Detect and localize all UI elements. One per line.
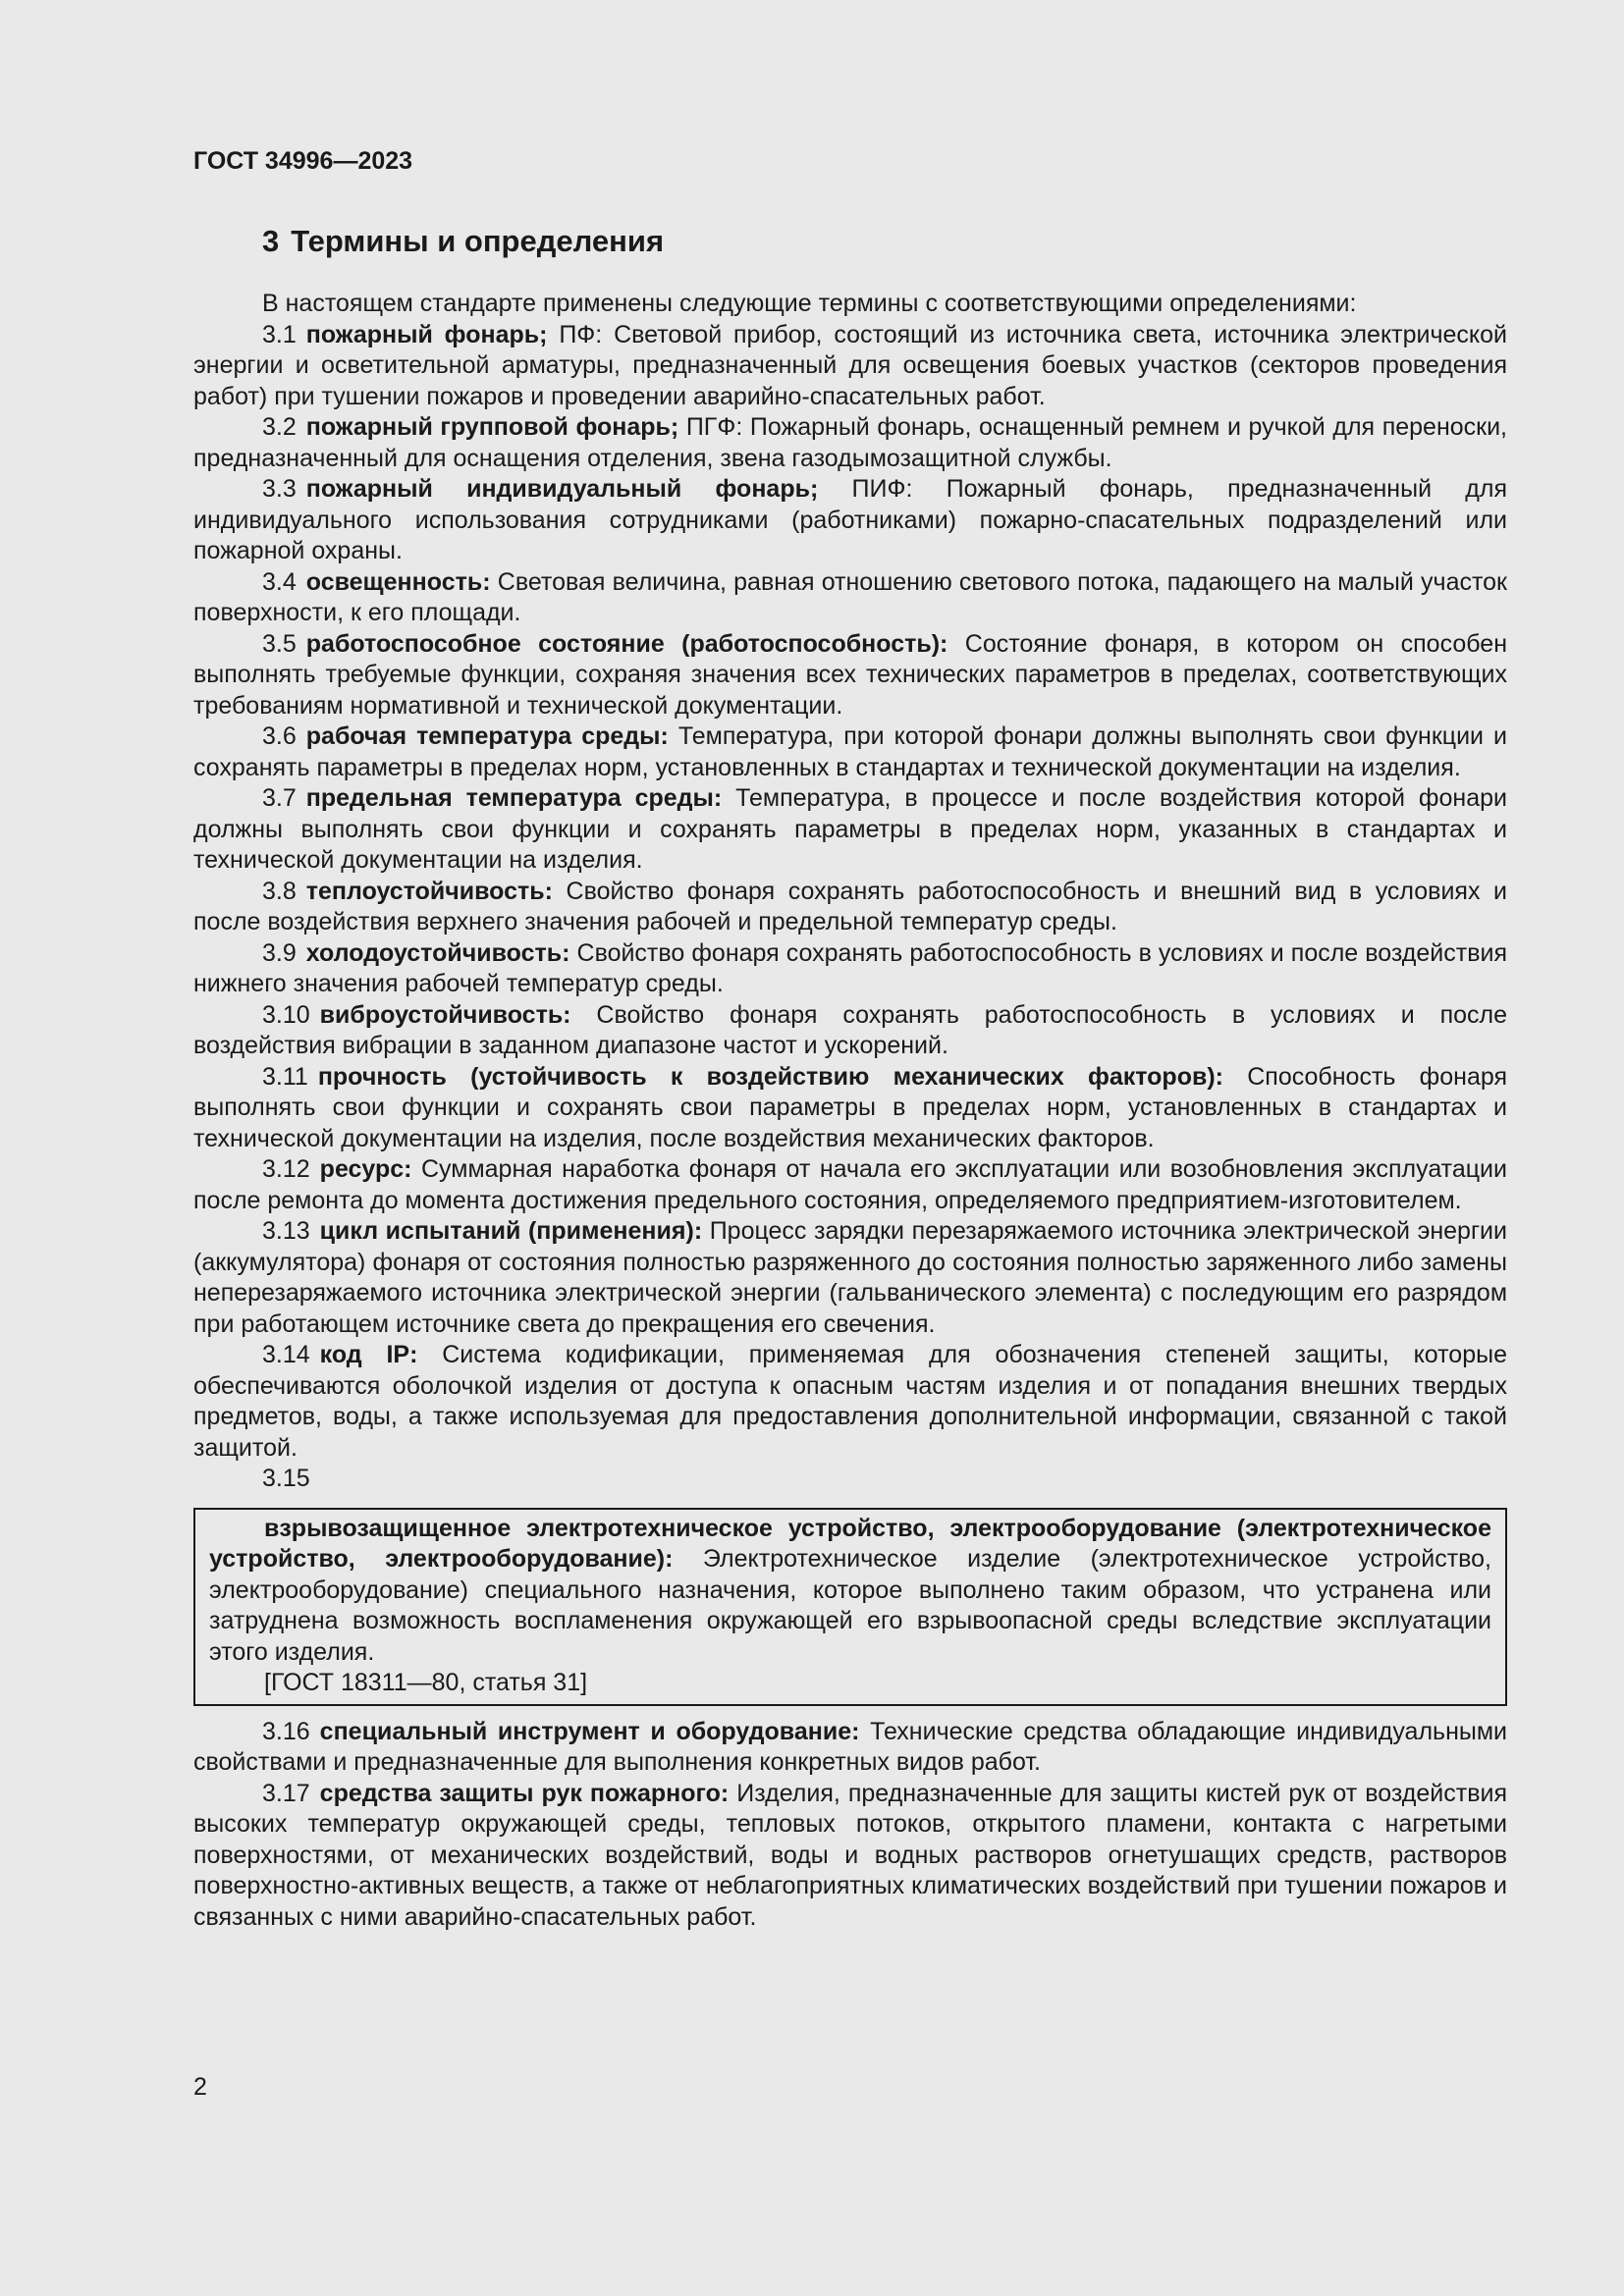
term-text: Состояние фонаря, в котором он способен выполнять требуемые функции, сохраняя значения всех технических параметров в пределах, соответствующих требованиям нормативной и технической документации. — [193, 629, 1507, 720]
term-text: Изделия, предназначенные для защиты кистей рук от воздействия высоких температур окружающей среды, тепловых потоков, открытого пламени, контакта с нагретыми поверхностями, от механических воздействий, воды и водных растворов огнетушащих средств, растворов поверхностно-активных веществ, а также от неблагоприятных климатических воздействий при тушении пожаров и связанных с ними аварийно-спасательных работ. — [193, 1779, 1507, 1931]
page-number: 2 — [193, 2073, 207, 2101]
terms-list — [193, 320, 1507, 1465]
terms-content — [193, 289, 1507, 1933]
term-number: 3.13 — [262, 1217, 310, 1245]
term-text: Световой прибор, состоящий из источника света, источника электрической энергии и осветительной арматуры, предназначенный для освещения боевых участков (секторов проведения работ) при тушении пожаров и проведении аварийно-спасательных работ. — [193, 320, 1507, 410]
term-definition — [193, 721, 1507, 783]
term-text: Температура, при которой фонари должны выполнять свои функции и сохранять параметры в пределах норм, установленных в стандартах и технической документации на изделия. — [193, 722, 1507, 781]
term-number: 3.14 — [262, 1341, 310, 1368]
term-text: Пожарный фонарь, оснащенный ремнем и ручкой для переноски, предназначенный для оснащения отделения, звена газодымозащитной службы. — [193, 413, 1507, 472]
term-text: Свойство фонаря сохранять работоспособность в условиях и после воздействия нижнего значения рабочей температур среды. — [193, 938, 1507, 997]
document-code: ГОСТ 34996—2023 — [193, 147, 413, 175]
term-number: 3.1 — [262, 320, 297, 348]
term-text: Температура, в процессе и после воздействия которой фонари должны выполнять свои функции и сохранять параметры в пределах норм, указанных в стандартах и технической документации на изделия. — [193, 784, 1507, 874]
section-title — [262, 224, 664, 259]
term-text: Световая величина, равная отношению светового потока, падающего на малый участок поверхности, к его площади. — [193, 567, 1507, 626]
term-definition — [193, 1340, 1507, 1464]
term-number: 3.7 — [262, 784, 297, 812]
term-definition — [193, 1000, 1507, 1062]
term-definition — [193, 629, 1507, 722]
term-definition — [193, 567, 1507, 629]
term-definition — [193, 1062, 1507, 1155]
quoted-definition — [209, 1514, 1491, 1669]
quoted-definition-text: Электротехническое изделие (электротехническое устройство, электрооборудование) специального назначения, которое выполнено таким образом, что устранена или затруднена возможность воспламенения окружающей его взрывоопасной среды вследствие эксплуатации этого изделия. — [209, 1545, 1491, 1666]
term-name: освещенность: — [305, 567, 491, 596]
term-name: теплоустойчивость: — [305, 877, 553, 905]
term-text: Процесс зарядки перезаряжаемого источника электрической энергии (аккумулятора) фонаря от состояния полностью разряженного до состояния полностью заряженного либо замены неперезаряжаемого источника электрической энергии (гальванического элемента) с последующим его разрядом при работающем источнике света до прекращения его свечения. — [193, 1217, 1507, 1338]
intro-paragraph: В настоящем стандарте применены следующие термины с соответствующими определениями: — [262, 290, 1357, 317]
term-name: средства защиты рук пожарного: — [319, 1779, 730, 1807]
term-text: Система кодификации, применяемая для обозначения степеней защиты, которые обеспечиваются оболочкой изделия от доступа к опасным частям изделия и от попадания внешних твердых предметов, воды, а также используемая для предоставления дополнительной информации, связанной с такой защитой. — [193, 1341, 1507, 1462]
term-definition — [193, 1779, 1507, 1934]
term-number: 3.16 — [262, 1717, 310, 1745]
term-number: 3.6 — [262, 722, 297, 750]
terms-after-list — [193, 1717, 1507, 1934]
quoted-definition-box — [193, 1508, 1507, 1706]
term-name: код IP: — [319, 1341, 418, 1368]
term-name: ресурс: — [319, 1155, 412, 1183]
term-definition — [193, 783, 1507, 877]
term-name: рабочая температура среды: — [305, 722, 669, 750]
term-name: цикл испытаний (применения): — [319, 1217, 703, 1245]
term-name: холодоустойчивость: — [305, 938, 570, 967]
term-number: 3.9 — [262, 938, 297, 967]
term-definition — [193, 1717, 1507, 1779]
term-name: виброустойчивость: — [319, 1000, 571, 1029]
term-number: 3.3 — [262, 475, 297, 503]
term-definition — [193, 320, 1507, 413]
term-name: пожарный индивидуальный фонарь; — [305, 475, 819, 503]
term-text: Технические средства обладающие индивидуальными свойствами и предназначенные для выполнения конкретных видов работ. — [193, 1717, 1507, 1776]
term-text: Суммарная наработка фонаря от начала его эксплуатации или возобновления эксплуатации после ремонта до момента достижения предельного состояния, определяемого предприятием-изготовителем. — [193, 1155, 1507, 1214]
quoted-term: взрывозащищенное электротехническое устройство, электрооборудование (электротехническое устройство, электрооборудование): — [209, 1514, 1491, 1573]
term-text: Пожарный фонарь, предназначенный для индивидуального использования сотрудниками (работниками) пожарно-спасательных подразделений или пожарной охраны. — [193, 475, 1508, 564]
quoted-source: [ГОСТ 18311—80, статья 31] — [264, 1669, 588, 1696]
term-number: 3.10 — [262, 1000, 310, 1029]
term-abbreviation: ПИФ: — [818, 475, 913, 503]
term-definition — [193, 938, 1507, 1000]
term-name: прочность (устойчивость к воздействию механических факторов): — [317, 1062, 1223, 1091]
term-definition — [193, 877, 1507, 938]
term-name: пожарный фонарь; — [305, 320, 548, 348]
term-name: работоспособное состояние (работоспособность): — [305, 629, 948, 658]
term-definition — [193, 1216, 1507, 1340]
term-number: 3.5 — [262, 629, 297, 658]
term-name: специальный инструмент и оборудование: — [319, 1717, 860, 1745]
term-number-3-15: 3.15 — [262, 1465, 310, 1492]
section-title-text: Термины и определения — [291, 224, 665, 258]
term-number: 3.11 — [262, 1062, 308, 1091]
term-text: Свойство фонаря сохранять работоспособность и внешний вид в условиях и после воздействия верхнего значения рабочей и предельной температур среды. — [193, 877, 1507, 935]
term-text: Способность фонаря выполнять свои функции и сохранять свои параметры в пределах норм, установленных в стандартах и технической документации на изделия, после воздействия механических факторов. — [193, 1062, 1508, 1152]
term-name: пожарный групповой фонарь; — [305, 413, 679, 441]
term-abbreviation: ПГФ: — [678, 413, 743, 441]
term-definition — [193, 1154, 1507, 1216]
term-number: 3.4 — [262, 567, 297, 596]
section-number: 3 — [262, 224, 280, 258]
term-number: 3.17 — [262, 1779, 310, 1807]
term-abbreviation: ПФ: — [547, 320, 603, 348]
term-definition — [193, 474, 1507, 567]
term-name: предельная температура среды: — [305, 784, 723, 812]
term-definition — [193, 412, 1507, 474]
term-number: 3.12 — [262, 1155, 310, 1183]
term-number: 3.2 — [262, 413, 297, 441]
term-number: 3.8 — [262, 877, 297, 905]
term-text: Свойство фонаря сохранять работоспособность в условиях и после воздействия вибрации в заданном диапазоне частот и ускорений. — [193, 1000, 1507, 1059]
